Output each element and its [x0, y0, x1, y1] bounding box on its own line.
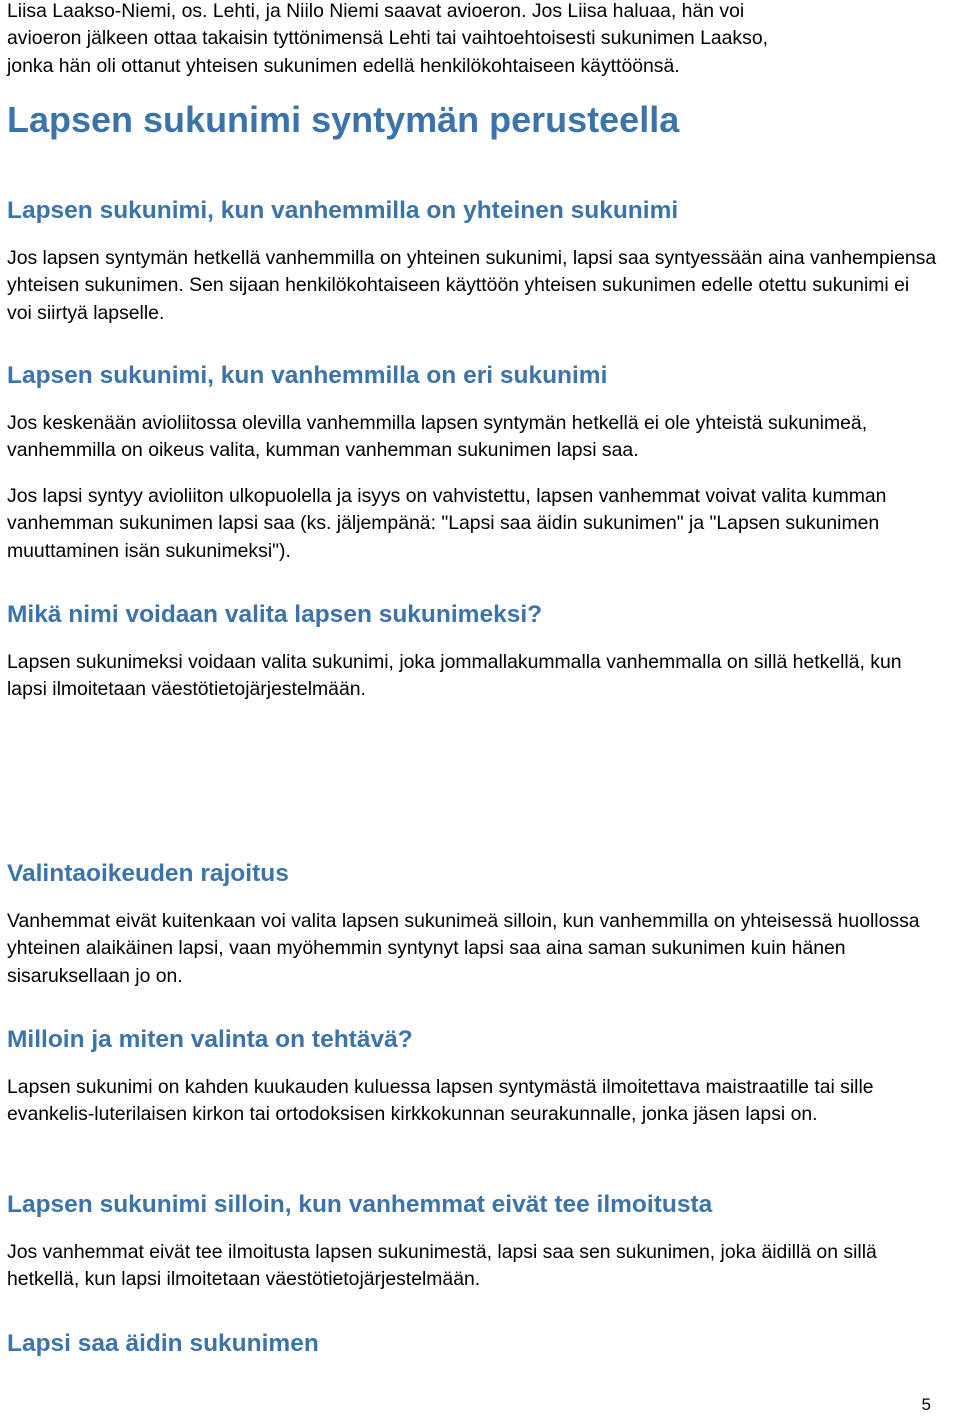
- intro-line-3: jonka hän oli ottanut yhteisen sukunimen edellä henkilökohtaiseen käyttöönsä.: [7, 54, 680, 77]
- intro-line-2: avioeron jälkeen ottaa takaisin tyttönimensä Lehti tai vaihtoehtoisesti sukunimen Laakso,: [7, 27, 768, 50]
- page-number: 5: [921, 1395, 931, 1414]
- section-heading-which-name: Mikä nimi voidaan valita lapsen sukunimeksi?: [7, 601, 543, 628]
- paragraph-different-surname-1: Jos keskenään avioliitossa olevilla vanhemmilla lapsen syntymän hetkellä ei ole yhteistä sukunimeä, vanhemmilla on oikeus valita, kumman vanhemman sukunimen lapsi saa.: [7, 412, 868, 462]
- paragraph-shared-surname: Jos lapsen syntymän hetkellä vanhemmilla on yhteinen sukunimi, lapsi saa syntyessään aina vanhempiensa yhteisen sukunimen. Sen sijaan henkilökohtaiseen käyttöön yhteisen sukunimen edelle otettu sukunimi ei voi siirtyä lapselle.: [7, 247, 937, 324]
- paragraph-different-surname-2: Jos lapsi syntyy avioliiton ulkopuolella ja isyys on vahvistettu, lapsen vanhemmat voivat valita kumman vanhemman sukunimen lapsi saa (ks. jäljempänä: "Lapsi saa äidin sukunimen" ja "Lapsen sukunimen muuttaminen isän sukunimeksi").: [7, 485, 887, 562]
- intro-line-1: Liisa Laakso-Niemi, os. Lehti, ja Niilo Niemi saavat avioeron. Jos Liisa haluaa, hän voi: [7, 0, 745, 22]
- paragraph-which-name: Lapsen sukunimeksi voidaan valita sukunimi, joka jommallakummalla vanhemmalla on sillä hetkellä, kun lapsi ilmoitetaan väestötietojärjestelmään.: [7, 651, 902, 701]
- paragraph-no-notification: Jos vanhemmat eivät tee ilmoitusta lapsen sukunimestä, lapsi saa sen sukunimen, joka äidillä on sillä hetkellä, kun lapsi ilmoitetaan väestötietojärjestelmään.: [7, 1241, 877, 1291]
- section-heading-different-surname: Lapsen sukunimi, kun vanhemmilla on eri sukunimi: [7, 362, 608, 389]
- section-heading-when-how: Milloin ja miten valinta on tehtävä?: [7, 1026, 413, 1053]
- paragraph-when-how: Lapsen sukunimi on kahden kuukauden kuluessa lapsen syntymästä ilmoitettava maistraatille tai sille evankelis-luterilaisen kirkon tai ortodoksisen kirkkokunnan seurakunnalle, jonka jäsen lapsi on.: [7, 1076, 874, 1126]
- section-heading-no-notification: Lapsen sukunimi silloin, kun vanhemmat eivät tee ilmoitusta: [7, 1191, 713, 1218]
- paragraph-restriction: Vanhemmat eivät kuitenkaan voi valita lapsen sukunimeä silloin, kun vanhemmilla on yhteisessä huollossa yhteinen alaikäinen lapsi, vaan myöhemmin syntynyt lapsi saa aina saman sukunimen kuin hänen sisaruksellaan jo on.: [7, 910, 920, 987]
- intro-paragraph: [7, 0, 938, 80]
- section-heading-mothers-surname: Lapsi saa äidin sukunimen: [7, 1330, 319, 1357]
- section-heading-restriction: Valintaoikeuden rajoitus: [7, 860, 289, 887]
- section-heading-shared-surname: Lapsen sukunimi, kun vanhemmilla on yhteinen sukunimi: [7, 197, 679, 224]
- main-heading: Lapsen sukunimi syntymän perusteella: [7, 99, 680, 140]
